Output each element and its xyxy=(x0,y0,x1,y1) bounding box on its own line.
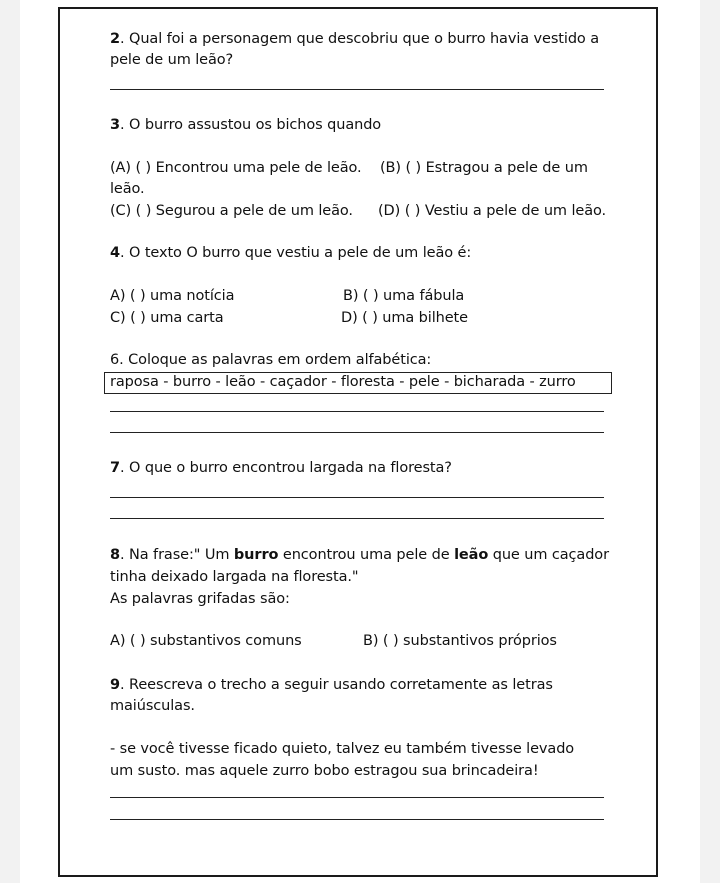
option-3b-continuation: leão. xyxy=(110,181,145,197)
option-3a[interactable]: (A) ( ) Encontrou uma pele de leão. xyxy=(110,160,362,176)
question-3-options-row-1 xyxy=(110,158,588,179)
option-3c[interactable]: (C) ( ) Segurou a pele de um leão. xyxy=(110,203,353,219)
question-4-options-row-2 xyxy=(110,308,468,329)
question-8-line-2: tinha deixado largada na floresta." xyxy=(110,569,359,585)
option-8a[interactable]: A) ( ) substantivos comuns xyxy=(110,633,302,649)
answer-line-q2[interactable] xyxy=(110,89,604,90)
excerpt-line-2: um susto. mas aquele zurro bobo estragou sua brincadeira! xyxy=(110,763,539,779)
question-8-number: 8 xyxy=(110,547,120,563)
answer-line-q7-2[interactable] xyxy=(110,518,604,519)
question-2-line-2: pele de um leão? xyxy=(110,52,234,68)
excerpt-line-1: - se você tivesse ficado quieto, talvez eu também tivesse levado xyxy=(110,741,575,757)
question-7-text: 7. O que o burro encontrou largada na floresta? xyxy=(110,460,452,476)
option-4c[interactable]: C) ( ) uma carta xyxy=(110,310,224,326)
word-list: raposa - burro - leão - caçador - floresta - pele - bicharada - zurro xyxy=(110,374,576,390)
highlighted-word-burro: burro xyxy=(233,547,279,563)
question-2-number: 2 xyxy=(110,31,120,47)
question-8-line-1: 8. Na frase:" Um burro encontrou uma pele de leão que um caçador xyxy=(110,547,609,563)
answer-line-q9-1[interactable] xyxy=(110,797,604,798)
question-8-options xyxy=(110,631,557,652)
option-4a[interactable]: A) ( ) uma notícia xyxy=(110,288,235,304)
answer-line-q6-2[interactable] xyxy=(110,432,604,433)
question-8-line-3: As palavras grifadas são: xyxy=(110,591,290,607)
question-9-number: 9 xyxy=(110,677,120,693)
answer-line-q9-2[interactable] xyxy=(110,819,604,820)
question-4-options-row-1 xyxy=(110,286,465,307)
option-4d[interactable]: D) ( ) uma bilhete xyxy=(341,310,468,326)
option-8b[interactable]: B) ( ) substantivos próprios xyxy=(363,633,557,649)
question-2-line-1: 2. Qual foi a personagem que descobriu que o burro havia vestido a xyxy=(110,31,599,47)
question-6-text: 6. Coloque as palavras em ordem alfabética: xyxy=(110,352,432,368)
question-7-number: 7 xyxy=(110,460,120,476)
option-3b[interactable]: (B) ( ) Estragou a pele de um xyxy=(380,160,588,176)
question-4-number: 4 xyxy=(110,245,120,261)
option-3d[interactable]: (D) ( ) Vestiu a pele de um leão. xyxy=(378,203,606,219)
highlighted-word-leao: leão xyxy=(454,547,489,563)
question-3-options-row-2 xyxy=(110,201,606,222)
question-9-line-2: maiúsculas. xyxy=(110,698,195,714)
question-3-text: 3. O burro assustou os bichos quando xyxy=(110,117,382,133)
option-4b[interactable]: B) ( ) uma fábula xyxy=(343,288,465,304)
answer-line-q6-1[interactable] xyxy=(110,411,604,412)
question-9-line-1: 9. Reescreva o trecho a seguir usando corretamente as letras xyxy=(110,677,553,693)
question-4-text: 4. O texto O burro que vestiu a pele de um leão é: xyxy=(110,245,472,261)
answer-line-q7-1[interactable] xyxy=(110,497,604,498)
question-3-number: 3 xyxy=(110,117,120,133)
